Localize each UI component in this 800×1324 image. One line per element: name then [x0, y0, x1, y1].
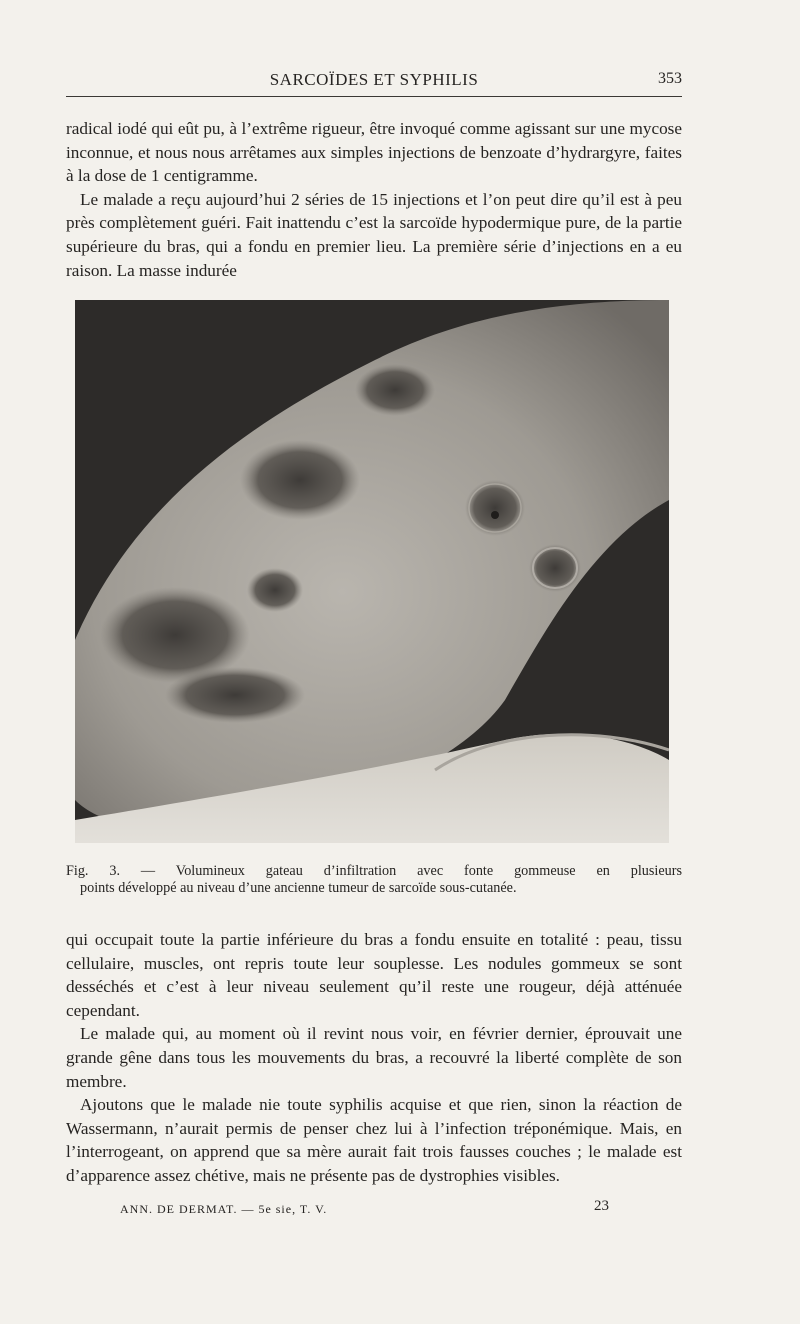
- signature-mark: 23: [594, 1198, 609, 1214]
- running-header: [66, 70, 682, 97]
- caption-line: Fig. 3. — Volumineux gateau d’infiltration avec fonte gommeuse en plusieurs: [66, 863, 682, 879]
- page-footer: [120, 1200, 620, 1222]
- clinical-photograph: [75, 300, 669, 843]
- paragraph: Ajoutons que le malade nie toute syphilis acquise et que rien, sinon la réaction de Wassermann, n’aurait permis de penser chez lui à l’infection tréponémique. Mais, en l’interrogeant, on apprend que sa mère aurait fait trois fausses couches ; le malade est d’apparence assez chétive, mais ne présente pas de dystrophies visibles.: [66, 1095, 682, 1185]
- paragraph: qui occupait toute la partie inférieure du bras a fondu ensuite en totalité : peau, tissu cellulaire, muscles, ont repris toute leur souplesse. Les nodules gommeux se sont desséchés et c’est à leur niveau seulement qu’il reste une rougeur, déjà atténuée cependant.: [66, 930, 682, 1020]
- caption-line: points développé au niveau d’une ancienne tumeur de sarcoïde sous-cutanée.: [80, 880, 517, 896]
- paragraph: Le malade qui, au moment où il revint nous voir, en février dernier, éprouvait une grande gêne dans tous les mouvements du bras, a recouvré la liberté complète de son membre.: [66, 1024, 682, 1091]
- journal-reference: ANN. DE DERMAT. — 5e sie, T. V.: [120, 1202, 328, 1216]
- body-text-top: [66, 117, 682, 282]
- page-number: 353: [658, 70, 682, 87]
- paragraph: Le malade a reçu aujourd’hui 2 séries de 15 injections et l’on peut dire qu’il est à peu près complètement guéri. Fait inattendu c’est la sarcoïde hypodermique pure, de la partie supérieure du bras, qui a fondu en premier lieu. La première série d’injections en a eu raison. La masse indurée: [66, 189, 682, 280]
- running-title: SARCOÏDES ET SYPHILIS: [269, 70, 479, 89]
- body-text-bottom: [66, 928, 682, 1188]
- paragraph: radical iodé qui eût pu, à l’extrême rigueur, être invoqué comme agissant sur une mycose inconnue, et nous nous arrêtames aux simples injections de benzoate d’hydrargyre, faites à la dose de 1 centigramme.: [66, 119, 682, 186]
- figure-caption: [66, 863, 682, 897]
